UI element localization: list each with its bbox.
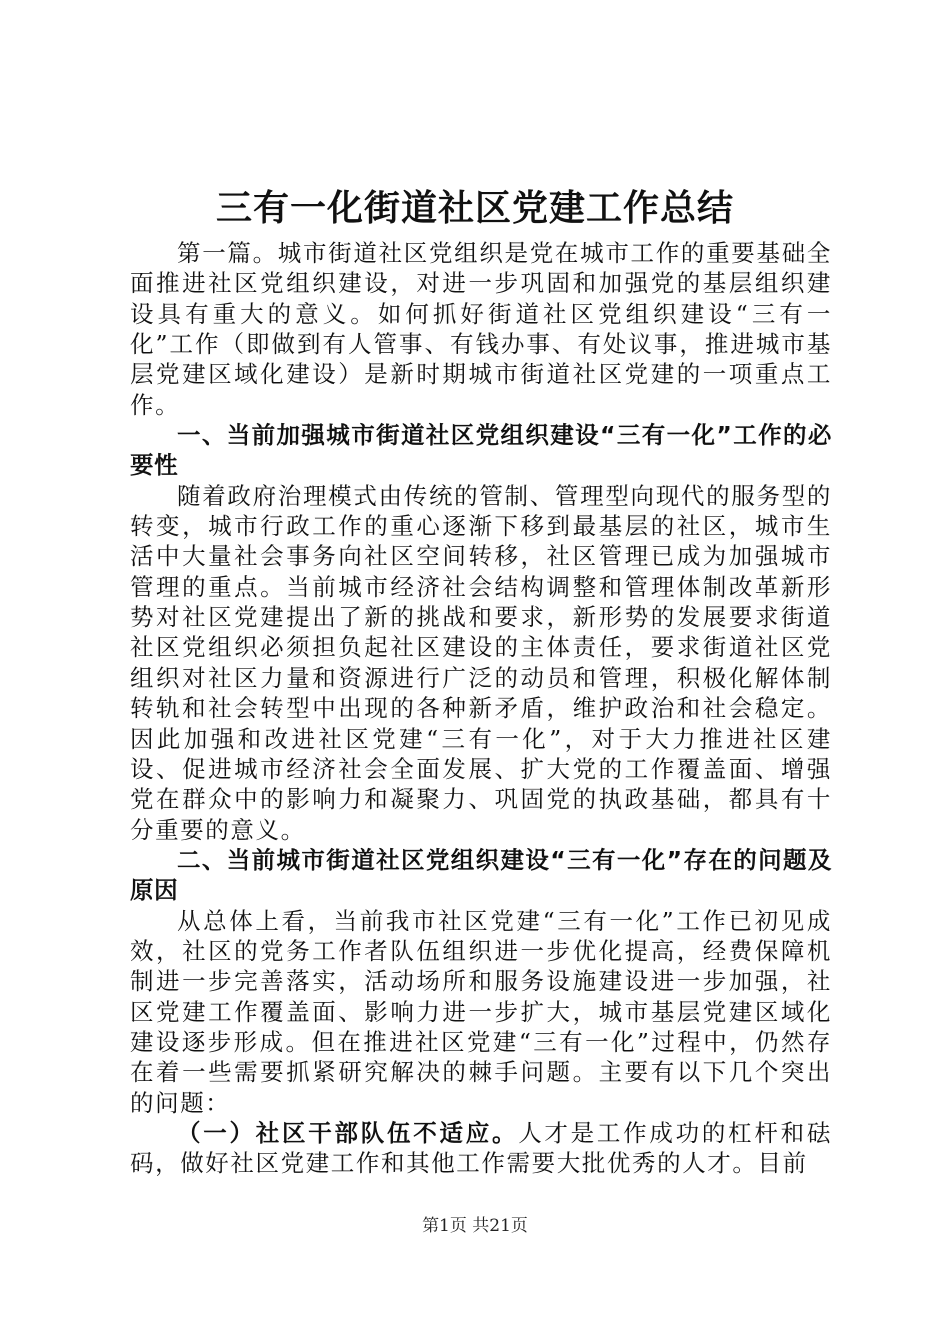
paragraph-overview: 从总体上看，当前我市社区党建“三有一化”工作已初见成效，社区的党务工作者队伍组织进一步优化提高，经费保障机制进一步完善落实，活动场所和服务设施建设进一步加强，社区党建工作覆盖面、影响力进一步扩大，城市基层党建区域化建设逐步形成。但在推进社区党建“三有一化”过程中，仍然存在着一些需要抓紧研究解决的棘手问题。主要有以下几个突出的问题： [130, 906, 832, 1117]
subheading-cadre: （一）社区干部队伍不适应。 [177, 1118, 519, 1147]
section-heading-1: 一、当前加强城市街道社区党组织建设“三有一化”工作的必要性 [130, 421, 832, 480]
section-heading-2: 二、当前城市街道社区党组织建设“三有一化”存在的问题及原因 [130, 845, 832, 905]
paragraph-cadre-issue [130, 1118, 832, 1179]
document-title: 三有一化街道社区党建工作总结 [215, 187, 734, 229]
page-number-footer: 第1页 共21页 [422, 1216, 528, 1236]
paragraph-cadre-text: 人才是工作成功的杠杆和砝码，做好社区党建工作和其他工作需要大批优秀的人才。目前 [130, 1118, 832, 1178]
paragraph-necessity: 随着政府治理模式由传统的管制、管理型向现代的服务型的转变，城市行政工作的重心逐渐下移到最基层的社区，城市生活中大量社会事务向社区空间转移，社区管理已成为加强城市管理的重点。当前城市经济社会结构调整和管理体制改革新形势对社区党建提出了新的挑战和要求，新形势的发展要求街道社区党组织必须担负起社区建设的主体责任，要求街道社区党组织对社区力量和资源进行广泛的动员和管理，积极化解体制转轨和社会转型中出现的各种新矛盾，维护政治和社会稳定。因此加强和改进社区党建“三有一化”，对于大力推进社区建设、促进城市经济社会全面发展、扩大党的工作覆盖面、增强党在群众中的影响力和凝聚力、巩固党的执政基础，都具有十分重要的意义。 [130, 481, 832, 844]
paragraph-intro: 第一篇。城市街道社区党组织是党在城市工作的重要基础全面推进社区党组织建设，对进一步巩固和加强党的基层组织建设具有重大的意义。如何抓好街道社区党组织建设“三有一化”工作（即做到有人管事、有钱办事、有处议事，推进城市基层党建区域化建设）是新时期城市街道社区党建的一项重点工作。 [130, 239, 832, 419]
document-body [130, 238, 832, 1179]
